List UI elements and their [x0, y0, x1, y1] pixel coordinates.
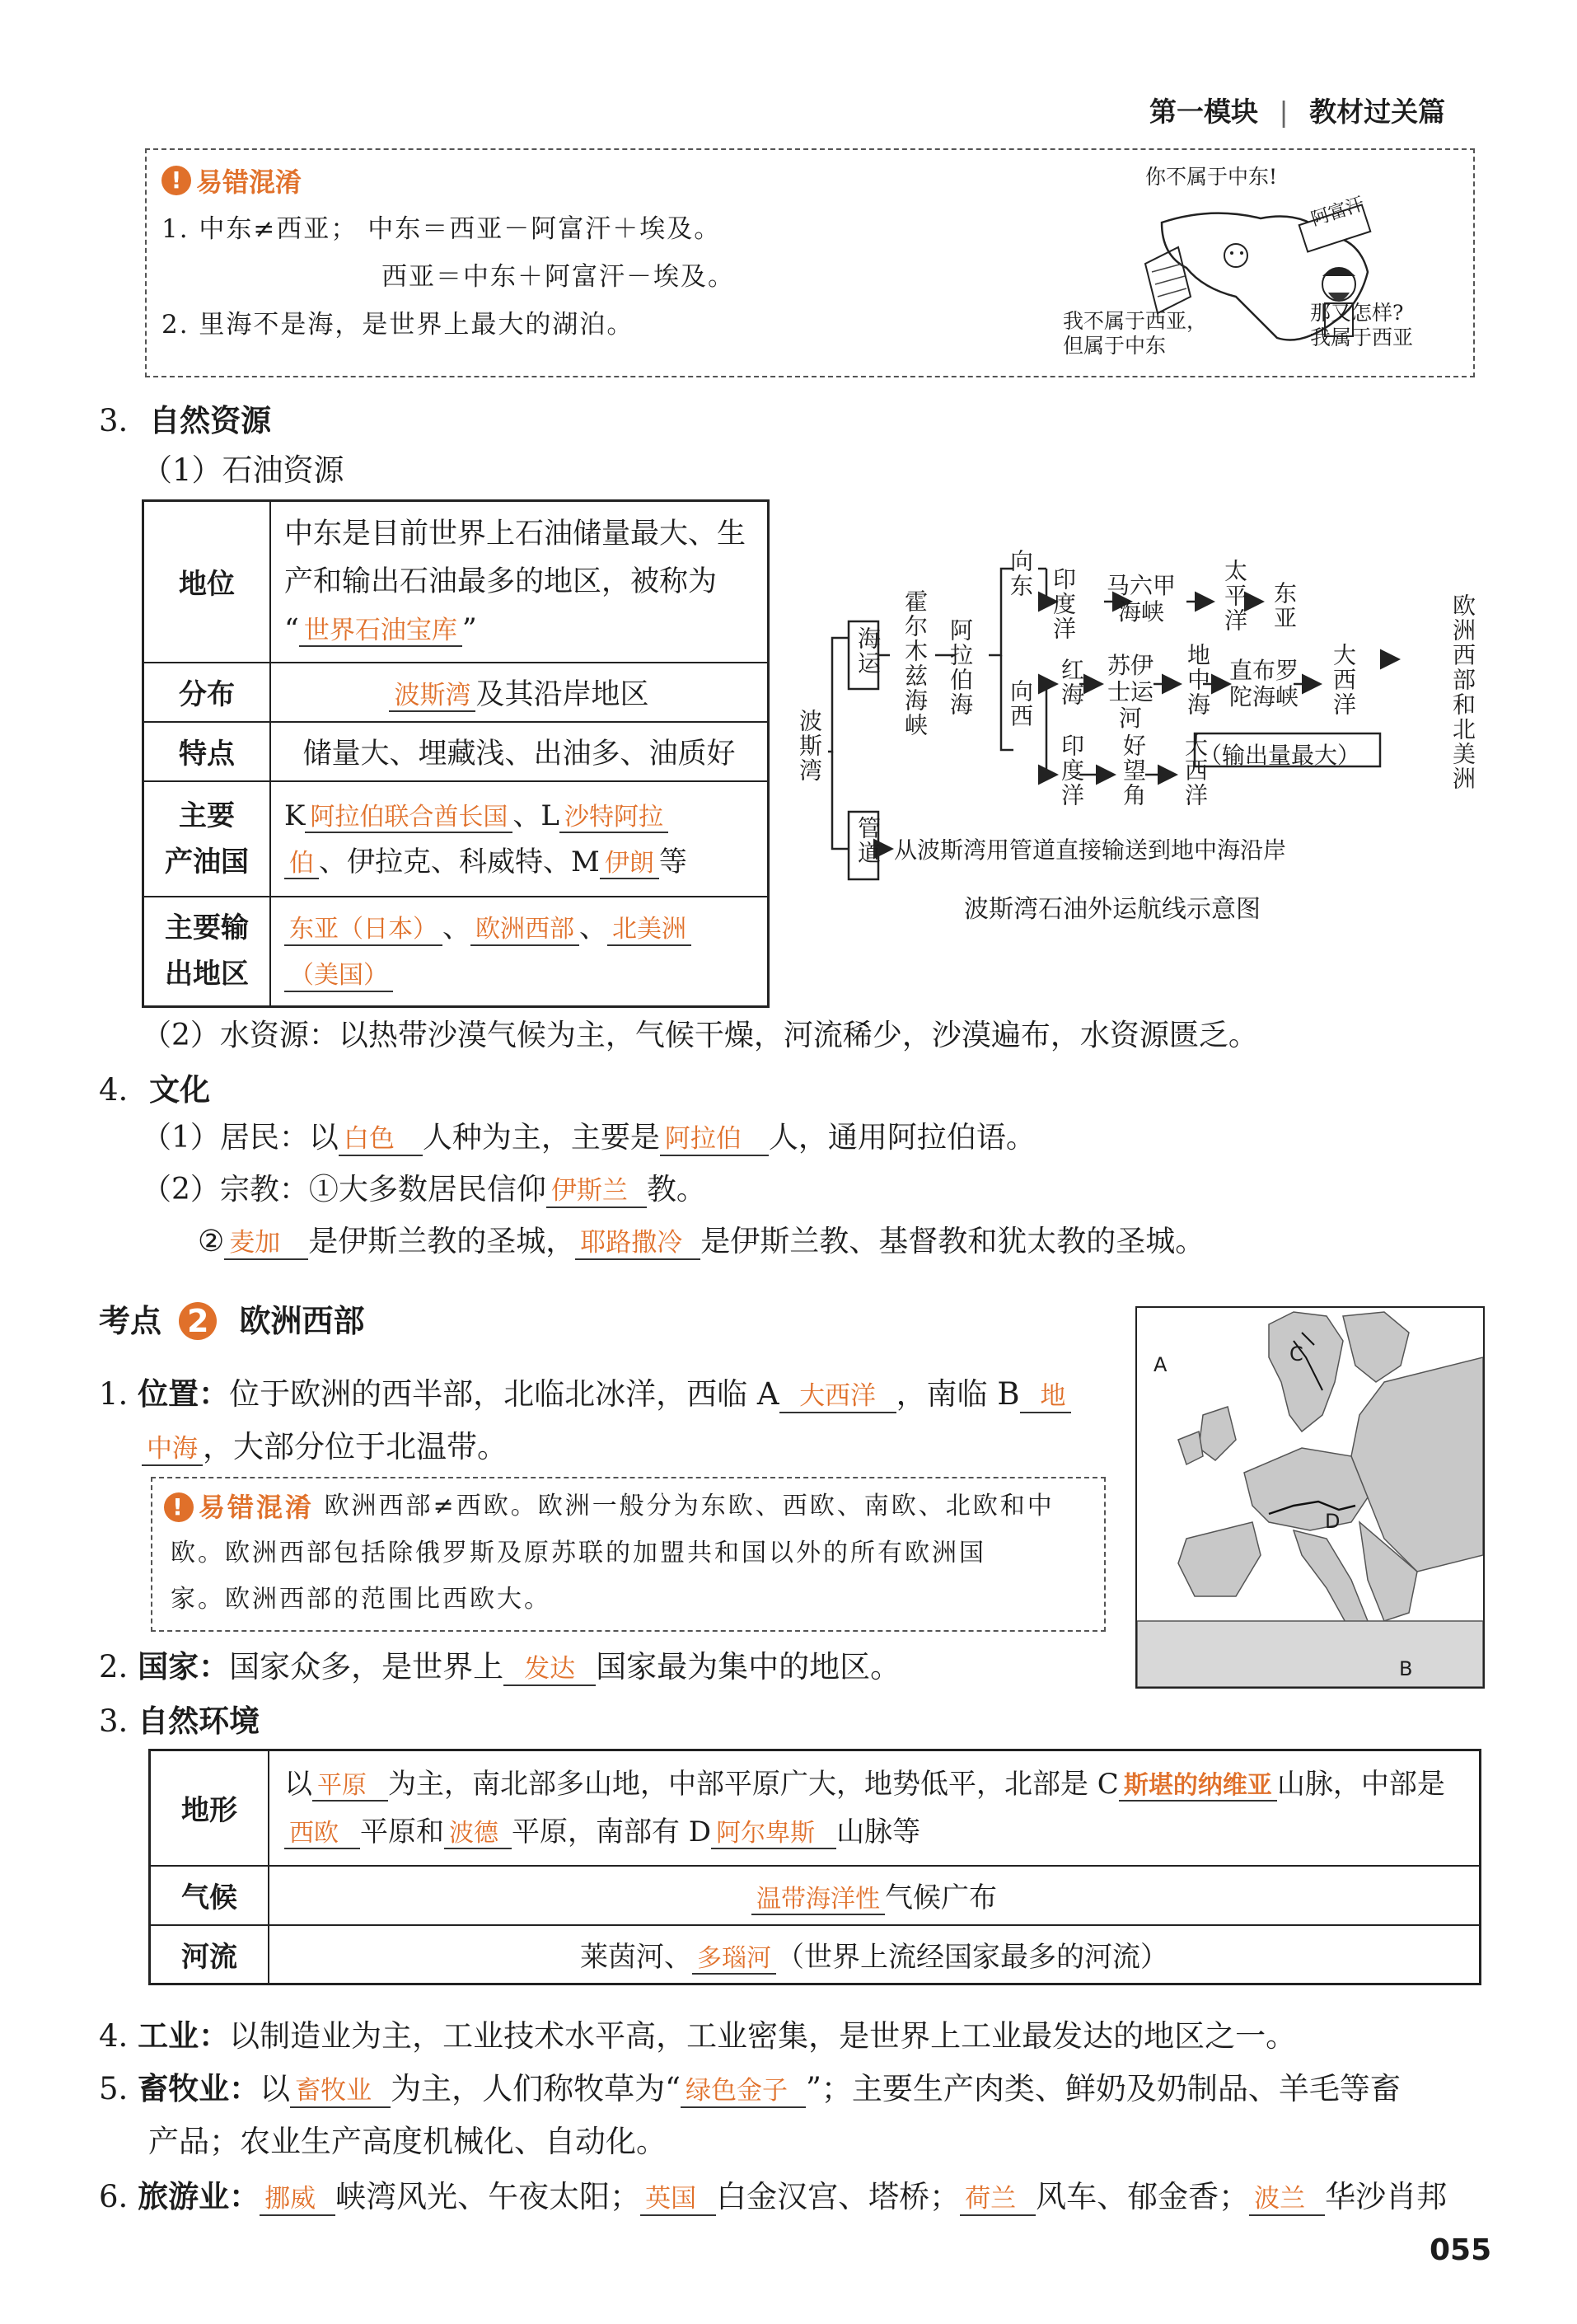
eu-industry: 4. 工业：以制造业为主，工业技术水平高，工业密集，是世界上工业最发达的地区之一。 [99, 2018, 1297, 2054]
answer-mecca: 麦加 [224, 1229, 308, 1260]
page-header: 第一模块 | 教材过关篇 [1149, 96, 1446, 128]
cartoon-speech-3: 那又怎样? 我属于西亚 [1310, 301, 1414, 349]
route-destination: 欧洲西部和北美洲 [1449, 593, 1476, 791]
answer-green-gold: 绿色金子 [681, 2077, 806, 2108]
route-pipe-text: 从波斯湾用管道直接输送到地中海沿岸 [894, 836, 1287, 864]
route-west: 向西 [1007, 679, 1034, 729]
answer-jerusalem: 耶路撒冷 [575, 1229, 700, 1260]
cartoon-speech-1: 你不属于中东! [1145, 165, 1278, 189]
route-good-hope: 好望角 [1120, 733, 1147, 808]
eu-environment-heading: 3. 自然环境 [99, 1703, 260, 1739]
oil-row-producers-header: 主要 产油国 [143, 781, 271, 897]
map-label-d: D [1325, 1510, 1341, 1533]
oil-row-position-content: 中东是目前世界上石油储量最大、生 产和输出石油最多的地区，被称为 “ 世界石油宝库 ” [270, 501, 769, 663]
section-4-heading: 4. 文化 [99, 1072, 211, 1108]
oil-row-export-header: 主要输 出地区 [143, 897, 271, 1007]
answer-alps: 阿尔卑斯 [711, 1820, 836, 1850]
answer-persian-gulf: 波斯湾 [389, 682, 475, 713]
answer-poland: 波兰 [1249, 2185, 1325, 2216]
answer-developed: 发达 [503, 1655, 596, 1686]
route-pipe: 管道 [854, 816, 882, 865]
answer-west-europe-plain: 西欧 [284, 1820, 360, 1850]
oil-row-export-content: 东亚（日本） 、 欧洲西部 、 北美洲 （美国） [270, 897, 769, 1007]
route-east: 向东 [1007, 549, 1034, 598]
mistake-box-2: ! 易错混淆 欧洲西部≠西欧。欧洲一般分为东欧、西欧、南欧、北欧和中 欧。欧洲西部包括除俄罗斯及原苏联的加盟共和国以外的所有欧洲国 家。欧洲西部的范围比西欧大。 [151, 1477, 1106, 1632]
answer-islam: 伊斯兰 [546, 1177, 647, 1208]
cartoon-illustration [1055, 157, 1467, 371]
page-number: 055 [1430, 2233, 1492, 2267]
route-caption: 波斯湾石油外运航线示意图 [964, 895, 1261, 924]
oil-route-diagram [783, 536, 1491, 931]
answer-east-asia: 东亚（日本） [284, 916, 442, 946]
eu-countries: 2. 国家：国家众多，是世界上 发达 国家最为集中的地区。 [99, 1649, 901, 1684]
route-indian-2: 印度洋 [1058, 733, 1085, 808]
answer-norway: 挪威 [260, 2185, 335, 2216]
env-row-river-content: 莱茵河、 多瑙河 （世界上流经国家最多的河流） [269, 1925, 1481, 1984]
route-max-output: （输出量最大） [1199, 742, 1361, 769]
oil-resource-table [142, 499, 770, 1008]
map-label-b: B [1399, 1657, 1413, 1680]
cartoon-sign: 阿富汗 [1308, 194, 1367, 231]
route-arabian: 阿拉伯海 [947, 618, 974, 717]
eu-livestock: 5. 畜牧业：以 畜牧业 为主，人们称牧草为“ 绿色金子 ”；主要生产肉类、鲜奶及奶制品、羊毛等畜 产品；农业生产高度机械化、自动化。 [99, 2071, 1401, 2159]
cartoon-speech-2: 我不属于西亚， 但属于中东 [1063, 309, 1208, 358]
route-atlantic-1: 大西洋 [1330, 643, 1357, 717]
oil-subheading: （1）石油资源 [142, 452, 344, 488]
route-gibraltar: 直布罗陀海峡 [1229, 657, 1299, 710]
route-malacca: 马六甲海峡 [1106, 572, 1176, 626]
route-sea: 海运 [854, 626, 882, 676]
europe-map-drawing [1137, 1308, 1483, 1687]
answer-animal-husbandry: 畜牧业 [290, 2077, 391, 2108]
answer-north-america: 北美洲 [607, 916, 691, 946]
answer-iran: 伊朗 [600, 850, 659, 880]
mistake-line-2: 西亚＝中东＋阿富汗－埃及。 [381, 262, 735, 292]
route-indian-1: 印度洋 [1050, 567, 1077, 641]
part-label: 教材过关篇 [1309, 96, 1446, 128]
answer-saudi: 沙特阿拉 [559, 804, 668, 834]
answer-western-europe: 欧洲西部 [470, 916, 579, 946]
culture-holy-cities: ② 麦加 是伊斯兰教的圣城， 耶路撒冷 是伊斯兰教、基督教和犹太教的圣城。 [198, 1225, 1205, 1258]
route-atlantic-2: 大西洋 [1182, 733, 1209, 808]
oil-row-distribution-header: 分布 [143, 663, 271, 722]
mistake-line-3: 2. 里海不是海，是世界上最大的湖泊。 [161, 310, 634, 340]
kaodian-number-badge: 2 [179, 1302, 217, 1340]
map-label-c: C [1289, 1342, 1303, 1366]
answer-scandinavian: 斯堪的纳维亚 [1119, 1772, 1277, 1802]
answer-uae: 阿拉伯联合酋长国 [305, 804, 512, 834]
answer-maritime: 温带海洋性 [751, 1886, 885, 1916]
answer-white-race: 白色 [339, 1125, 423, 1156]
oil-row-position-header: 地位 [143, 501, 271, 663]
kaodian-heading: 考点 2 欧洲西部 [99, 1303, 365, 1339]
culture-residents: （1）居民：以 白色 人种为主，主要是 阿拉伯 人，通用阿拉伯语。 [142, 1121, 1036, 1155]
map-label-a: A [1154, 1353, 1168, 1376]
route-suez: 苏伊士运河 [1107, 652, 1154, 732]
answer-atlantic: 大西洋 [779, 1382, 896, 1413]
module-label: 第一模块 [1149, 96, 1258, 128]
route-med: 地中海 [1184, 643, 1211, 717]
route-red-sea: 红海 [1058, 658, 1085, 707]
mistake-title: 易错混淆 [196, 166, 302, 198]
warning-icon: ! [161, 166, 191, 195]
answer-netherlands: 荷兰 [960, 2185, 1036, 2216]
route-pacific: 太平洋 [1221, 559, 1248, 633]
env-row-terrain-header: 地形 [150, 1750, 269, 1866]
answer-plain: 平原 [312, 1772, 388, 1802]
env-row-climate-header: 气候 [150, 1866, 269, 1925]
section-3-heading: 3. 自然资源 [99, 403, 272, 438]
answer-polish-german: 波德 [444, 1820, 512, 1850]
route-hormuz: 霍尔木兹海峡 [901, 589, 929, 738]
europe-map [1135, 1306, 1485, 1689]
warning-icon: ! [164, 1492, 194, 1522]
route-east-asia: 东亚 [1270, 581, 1298, 630]
route-origin: 波斯湾 [796, 709, 823, 783]
oil-row-producers-content: K 阿拉伯联合酋长国 、L 沙特阿拉 伯 、伊拉克、科威特、M 伊朗 等 [270, 781, 769, 897]
answer-uk: 英国 [640, 2185, 716, 2216]
answer-mediterranean: 地 [1020, 1382, 1071, 1413]
oil-row-feature-content: 储量大、埋藏浅、出油多、油质好 [270, 722, 769, 781]
answer-arab: 阿拉伯 [660, 1125, 769, 1156]
environment-table [148, 1749, 1481, 1985]
oil-row-feature-header: 特点 [143, 722, 271, 781]
mistake-line-1: 1. 中东≠西亚； 中东＝西亚－阿富汗＋埃及。 [161, 214, 722, 244]
eu-position: 1. 位置：位于欧洲的西半部，北临北冰洋，西临 A 大西洋 ，南临 B 地 中海 ，大部分位于北温带。 [99, 1368, 1121, 1474]
oil-row-distribution-content: 波斯湾 及其沿岸地区 [270, 663, 769, 722]
culture-religion: （2）宗教：①大多数居民信仰 伊斯兰 教。 [142, 1173, 706, 1207]
answer-oil-treasury: 世界石油宝库 [299, 616, 462, 648]
answer-danube: 多瑙河 [692, 1945, 776, 1975]
env-row-river-header: 河流 [150, 1925, 269, 1984]
water-resource-line: （2）水资源：以热带沙漠气候为主，气候干燥，河流稀少，沙漠遍布，水资源匮乏。 [142, 1019, 1258, 1052]
env-row-terrain-content: 以 平原 为主，南北部多山地，中部平原广大，地势低平，北部是 C 斯堪的纳维亚 山脉，中部是 西欧 平原和 波德 平原，南部有 D 阿尔卑斯 山脉等 [269, 1750, 1481, 1866]
eu-tourism: 6. 旅游业： 挪威 峡湾风光、午夜太阳； 英国 白金汉宫、塔桥； 荷兰 风车、郁金香； 波兰 华沙肖邦 [99, 2179, 1448, 2214]
env-row-climate-content: 温带海洋性 气候广布 [269, 1866, 1481, 1925]
